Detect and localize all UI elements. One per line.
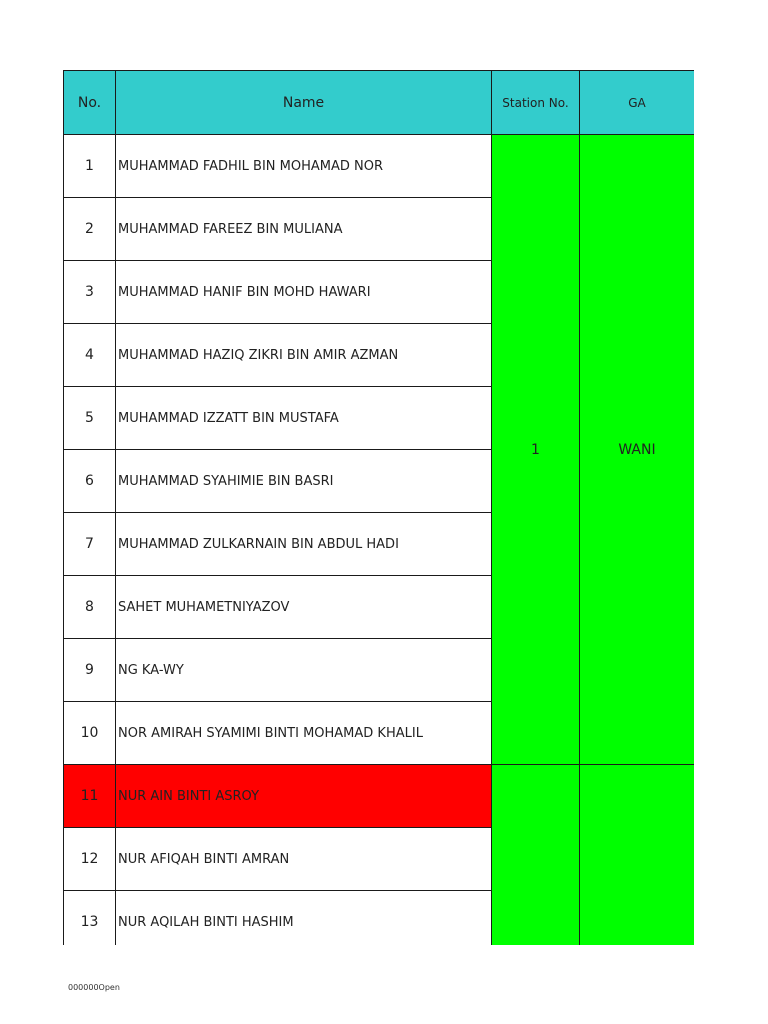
row-number: 13 [64, 891, 116, 946]
row-number: 9 [64, 639, 116, 702]
column-header-ga: GA [580, 71, 695, 135]
student-name: MUHAMMAD IZZATT BIN MUSTAFA [116, 387, 492, 450]
column-header-no: No. [64, 71, 116, 135]
column-header-station: Station No. [492, 71, 580, 135]
student-name: MUHAMMAD SYAHIMIE BIN BASRI [116, 450, 492, 513]
ga-cell: WANI [580, 135, 695, 765]
row-number: 4 [64, 324, 116, 387]
student-name: NG KA-WY [116, 639, 492, 702]
row-number: 5 [64, 387, 116, 450]
row-number: 11 [64, 765, 116, 828]
student-name: MUHAMMAD FAREEZ BIN MULIANA [116, 198, 492, 261]
table-row-flagged [64, 765, 695, 828]
column-header-name: Name [116, 71, 492, 135]
row-number: 10 [64, 702, 116, 765]
student-name: NOR AMIRAH SYAMIMI BINTI MOHAMAD KHALIL [116, 702, 492, 765]
student-name: MUHAMMAD FADHIL BIN MOHAMAD NOR [116, 135, 492, 198]
row-number: 12 [64, 828, 116, 891]
student-name: MUHAMMAD HAZIQ ZIKRI BIN AMIR AZMAN [116, 324, 492, 387]
row-number: 8 [64, 576, 116, 639]
student-name: MUHAMMAD ZULKARNAIN BIN ABDUL HADI [116, 513, 492, 576]
student-name: MUHAMMAD HANIF BIN MOHD HAWARI [116, 261, 492, 324]
row-number: 6 [64, 450, 116, 513]
student-table [63, 70, 694, 945]
row-number: 3 [64, 261, 116, 324]
student-name: NUR AQILAH BINTI HASHIM [116, 891, 492, 946]
row-number: 2 [64, 198, 116, 261]
station-number-cell: 1 [492, 135, 580, 765]
row-number: 7 [64, 513, 116, 576]
student-name: NUR AIN BINTI ASROY [116, 765, 492, 828]
ga-cell [580, 765, 695, 946]
row-number: 1 [64, 135, 116, 198]
table-row [64, 135, 695, 198]
attendance-sheet [63, 70, 694, 945]
page-footer: 000000Open [68, 983, 120, 992]
student-name: NUR AFIQAH BINTI AMRAN [116, 828, 492, 891]
student-name: SAHET MUHAMETNIYAZOV [116, 576, 492, 639]
header-row [64, 71, 695, 135]
station-number-cell [492, 765, 580, 946]
